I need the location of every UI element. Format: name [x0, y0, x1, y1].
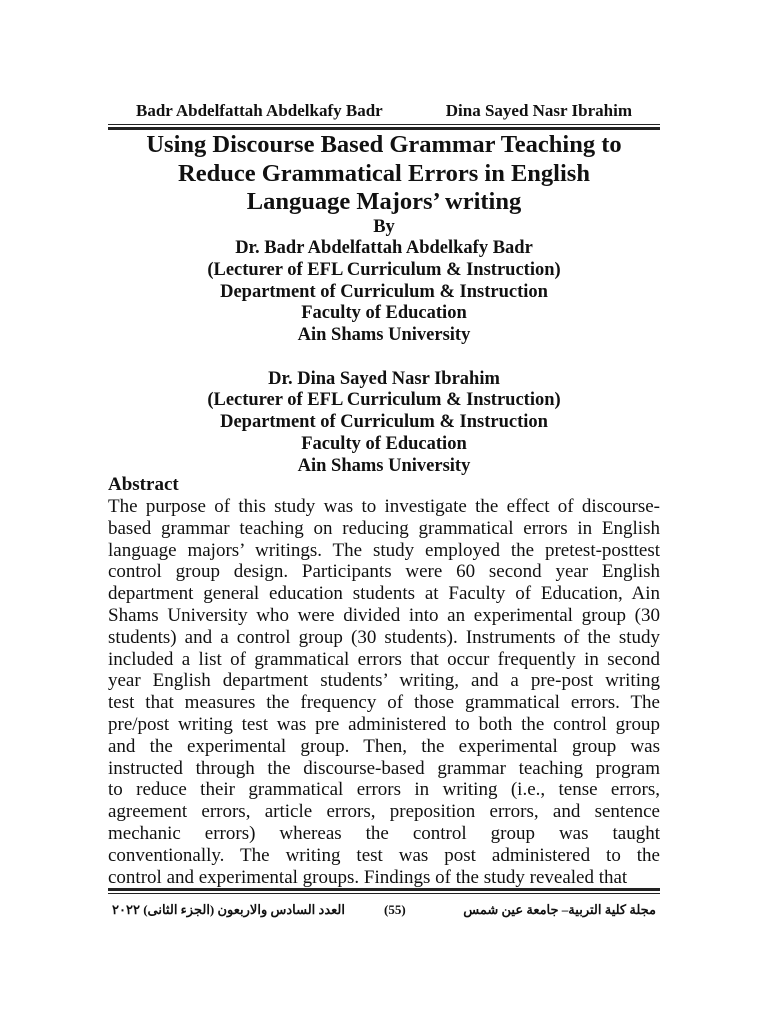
footer-rule-thick — [108, 888, 660, 891]
footer-page-number: (55) — [384, 902, 406, 917]
abstract-line: The purpose of this study was to investigate the effect of discourse- — [108, 496, 660, 517]
author-2-faculty: Faculty of Education — [301, 433, 467, 454]
abstract-line: department general education students at Faculty of Education, Ain — [108, 583, 660, 605]
abstract-line: pre/post writing test was pre administered to both the control group — [108, 713, 660, 735]
author-spacer — [90, 347, 678, 369]
abstract-line: based grammar teaching on reducing grammatical errors in English — [108, 517, 660, 539]
abstract-line: control and experimental groups. Findings of the study revealed that — [108, 866, 628, 888]
abstract-line: students) and a control group (30 students). Instruments of the study — [108, 626, 660, 648]
footer-issue: العدد السادس والاربعون (الجزء الثانى) ٢٠٢٢ — [112, 902, 345, 917]
abstract-line: instructed through the discourse-based grammar teaching program — [108, 757, 660, 779]
abstract-line: year English department students’ writing, and a pre-post writing — [108, 670, 660, 692]
abstract-line: agreement errors, article errors, preposition errors, and sentence — [108, 801, 660, 823]
title-block — [90, 131, 678, 477]
abstract-line: mechanic errors) whereas the control group was taught — [108, 822, 660, 844]
footer-rule-thin — [108, 893, 660, 894]
author-1-university: Ain Shams University — [297, 325, 471, 346]
author-2-position: (Lecturer of EFL Curriculum & Instruction) — [207, 390, 561, 411]
abstract-line: and the experimental group. Then, the experimental group was — [108, 735, 660, 757]
abstract-line: language majors’ writings. The study employed the pretest-posttest — [108, 539, 660, 561]
abstract-body — [108, 496, 660, 888]
abstract-line: test that measures the frequency of those grammatical errors. The — [108, 692, 660, 714]
title-line-1: Using Discourse Based Grammar Teaching to — [146, 131, 622, 158]
header-rule-thick — [108, 127, 660, 130]
footer-journal: مجلة كلية التربية– جامعة عين شمس — [463, 902, 656, 917]
author-2-name: Dr. Dina Sayed Nasr Ibrahim — [268, 368, 500, 389]
abstract-line: control group design. Participants were 60 second year English — [108, 561, 660, 583]
author-1-department: Department of Curriculum & Instruction — [220, 281, 548, 302]
author-2-university: Ain Shams University — [297, 455, 471, 476]
author-1-faculty: Faculty of Education — [301, 303, 467, 324]
author-1-name: Dr. Badr Abdelfattah Abdelkafy Badr — [235, 238, 533, 259]
running-head-author-1: Badr Abdelfattah Abdelkafy Badr — [136, 101, 383, 120]
abstract-line: included a list of grammatical errors that occur frequently in second — [108, 648, 660, 670]
abstract-line: conventionally. The writing test was post administered to the — [108, 844, 660, 866]
abstract-line: to reduce their grammatical errors in writing (i.e., tense errors, — [108, 779, 660, 801]
author-1-position: (Lecturer of EFL Curriculum & Instruction) — [207, 259, 561, 280]
title-line-2: Reduce Grammatical Errors in English — [178, 159, 590, 187]
title-line-3: Language Majors’ writing — [246, 188, 522, 215]
by-label: By — [373, 216, 395, 237]
abstract-line: Shams University who were divided into an experimental group (30 — [108, 604, 660, 626]
page-footer — [112, 898, 656, 922]
running-head — [108, 100, 660, 122]
running-head-author-2: Dina Sayed Nasr Ibrahim — [445, 101, 632, 120]
header-rule-thin — [108, 124, 660, 125]
author-2-department: Department of Curriculum & Instruction — [220, 412, 548, 433]
abstract-heading: Abstract — [108, 474, 179, 495]
